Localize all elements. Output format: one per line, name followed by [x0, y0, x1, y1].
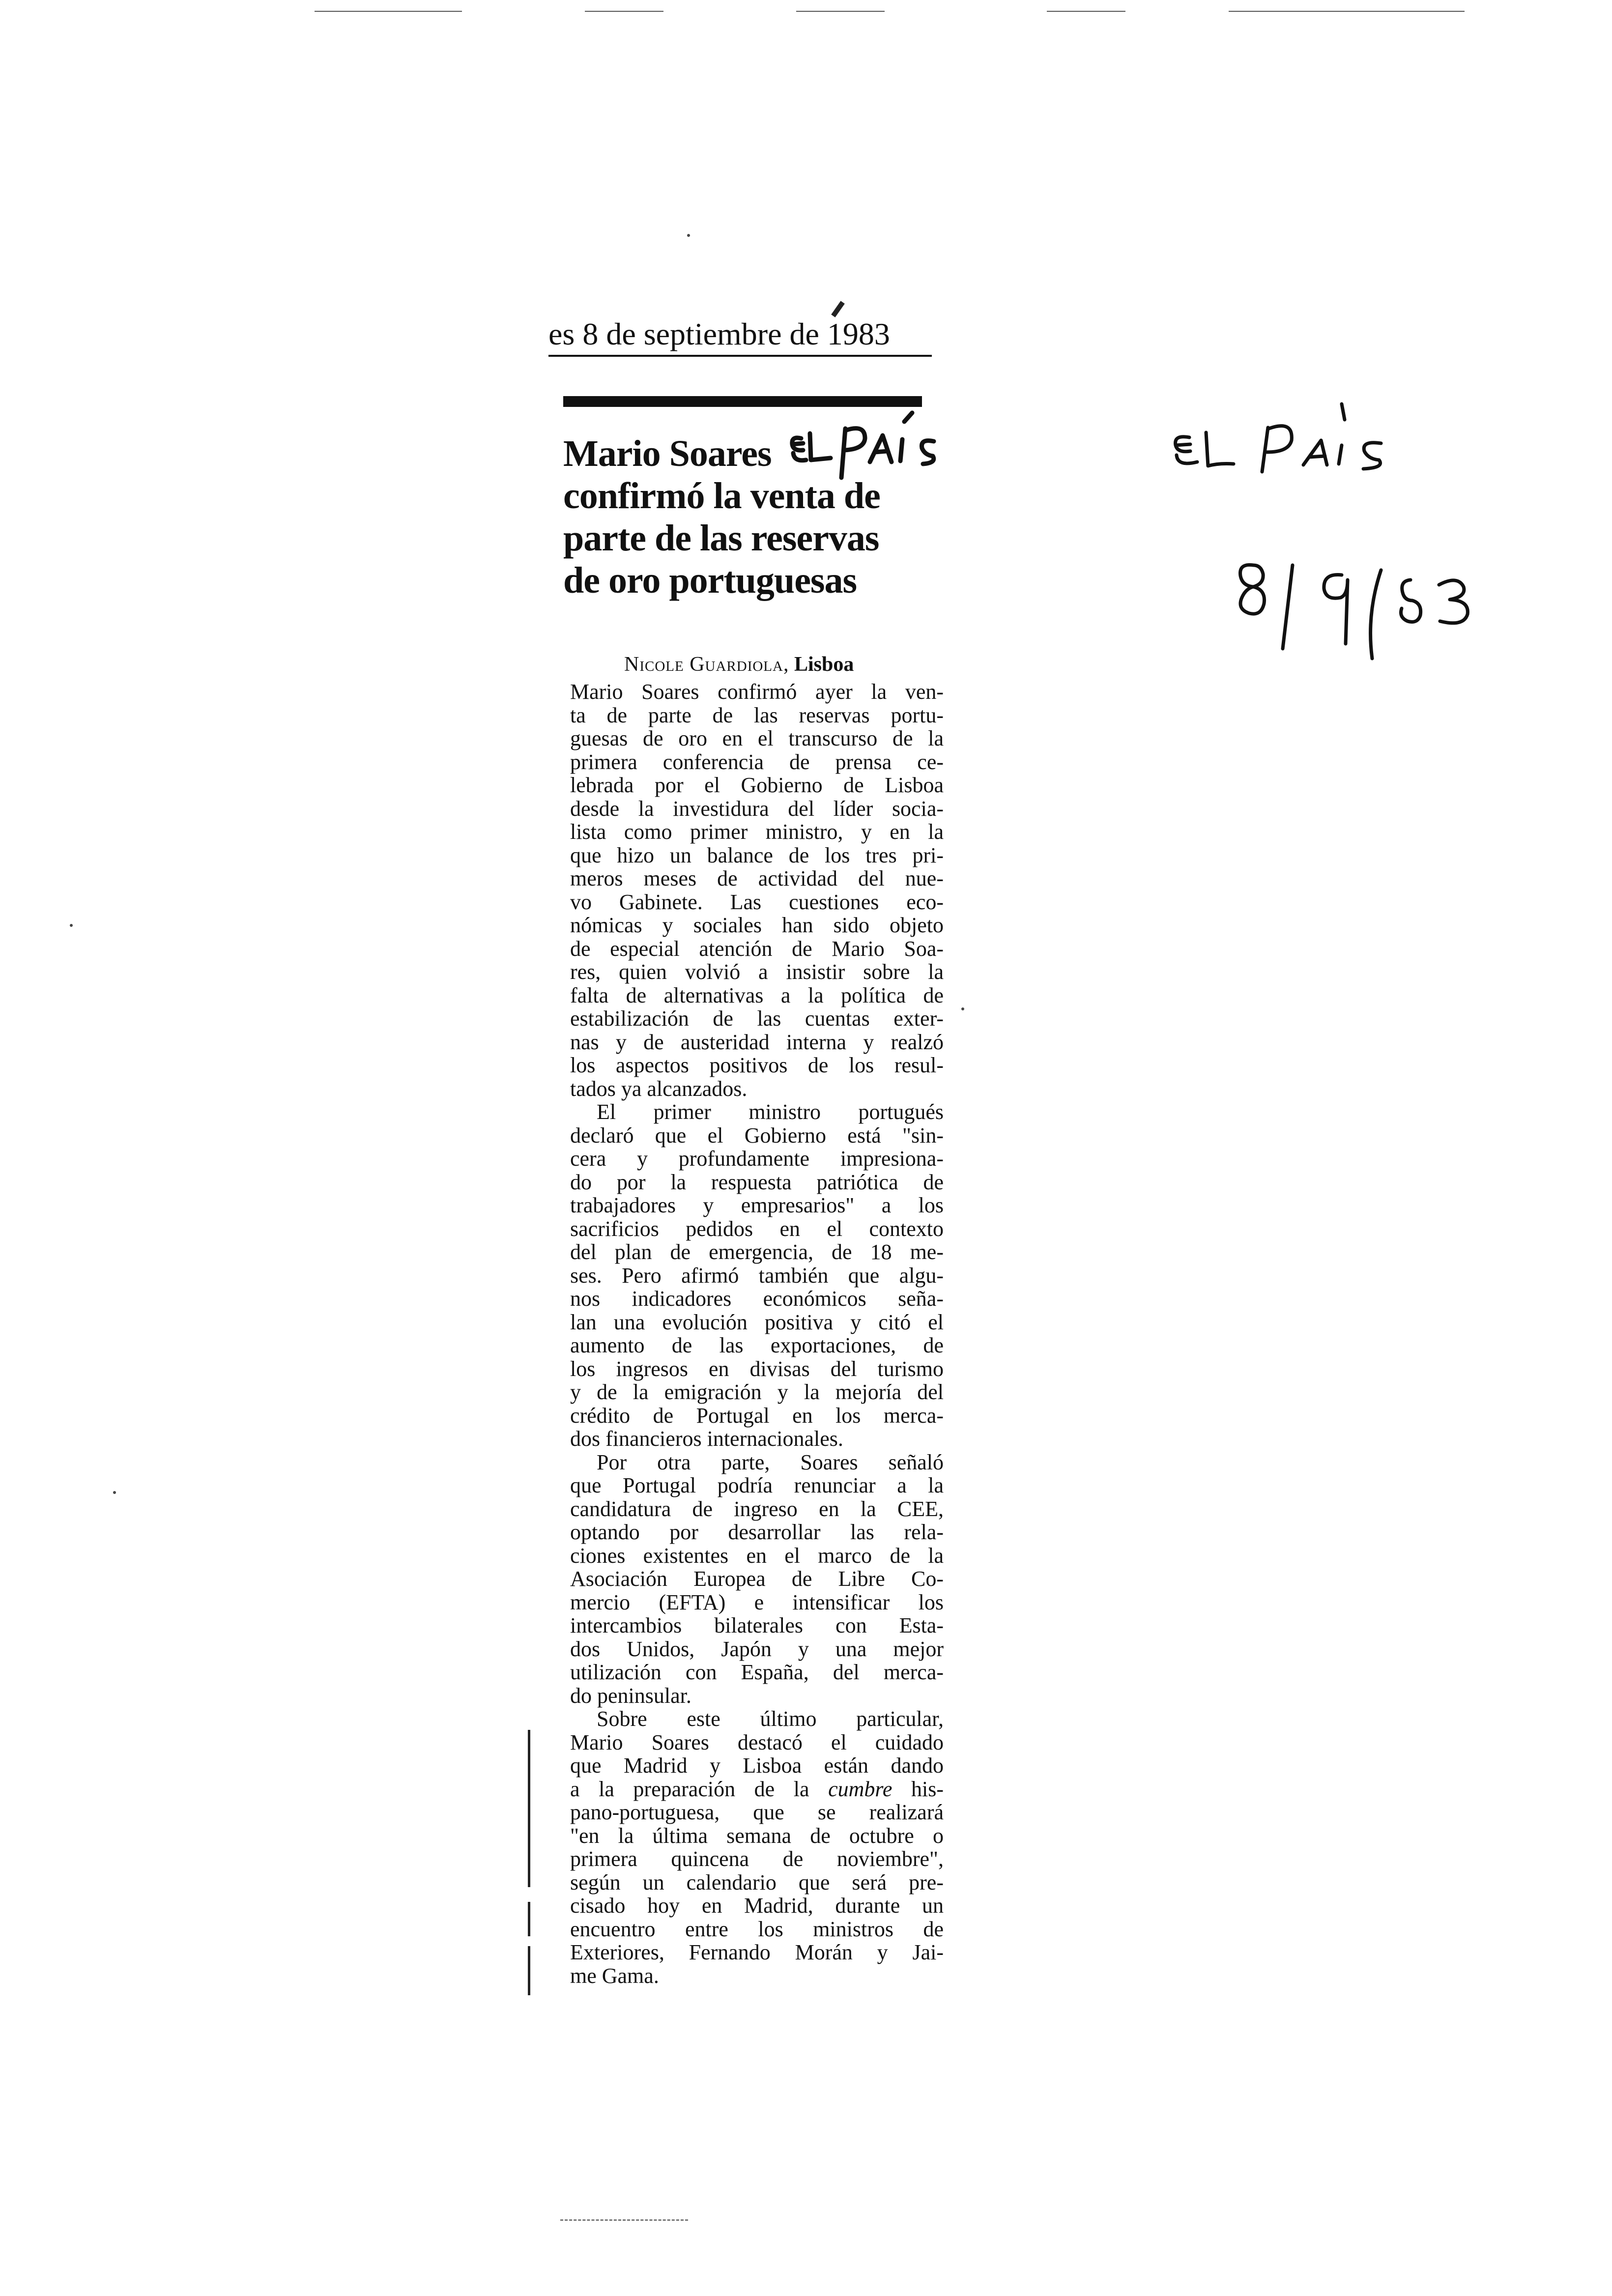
- headline-line: parte de las reservas: [563, 517, 879, 559]
- article-line: Asociación Europea de Libre Co-: [570, 1567, 944, 1591]
- scan-speck: [70, 924, 73, 927]
- article-line: que hizo un balance de los tres pri-: [570, 843, 944, 867]
- byline: [624, 652, 968, 677]
- dateline: es 8 de septiembre de 1983: [548, 315, 932, 357]
- article-line: según un calendario que será pre-: [570, 1870, 944, 1894]
- article-line: nos indicadores económicos seña-: [570, 1287, 944, 1311]
- article-line: "en la última semana de octubre o: [570, 1823, 944, 1848]
- handwritten-date-margin: [1219, 545, 1494, 668]
- article-line: y de la emigración y la mejoría del: [570, 1380, 944, 1404]
- byline-author: Nicole Guardiola,: [624, 653, 789, 676]
- article-line: do peninsular.: [570, 1683, 691, 1708]
- article-line: pano-portuguesa, que se realizará: [570, 1800, 944, 1824]
- article-line: encuentro entre los ministros de: [570, 1917, 944, 1941]
- article-line: candidatura de ingreso en la CEE,: [570, 1496, 944, 1521]
- scan-edge-mark: [796, 11, 885, 12]
- handwritten-masthead-inline: [786, 409, 963, 483]
- headline-rule: [563, 396, 922, 407]
- article-line: Mario Soares destacó el cuidado: [570, 1730, 944, 1754]
- article-line: del plan de emergencia, de 18 me-: [570, 1240, 944, 1264]
- article-line: res, quien volvió a insistir sobre la: [570, 960, 944, 984]
- article-line: mercio (EFTA) e intensificar los: [570, 1590, 944, 1614]
- article-line: Sobre este último particular,: [597, 1707, 944, 1731]
- article-line: primera conferencia de prensa ce-: [570, 749, 944, 774]
- article-line: do por la respuesta patriótica de: [570, 1170, 944, 1194]
- scan-edge-mark: [1047, 11, 1125, 12]
- scan-speck: [961, 1007, 964, 1010]
- article-line: dos Unidos, Japón y una mejor: [570, 1636, 944, 1661]
- headline-line: Mario Soares: [563, 433, 772, 474]
- article-line: aumento de las exportaciones, de: [570, 1333, 944, 1357]
- scan-speck: [113, 1491, 116, 1494]
- article-line: cera y profundamente impresiona-: [570, 1147, 944, 1171]
- article-line: ta de parte de las reservas portu-: [570, 703, 944, 727]
- article-line: guesas de oro en el transcurso de la: [570, 726, 944, 750]
- article-line: estabilización de las cuentas exter-: [570, 1006, 944, 1031]
- article-line: nas y de austeridad interna y realzó: [570, 1030, 944, 1054]
- scan-edge-mark: [1229, 11, 1465, 12]
- margin-pen-mark: [528, 1730, 530, 1887]
- scan-edge-mark: [585, 11, 663, 12]
- article-line: vo Gabinete. Las cuestiones eco-: [570, 890, 944, 914]
- article-line: declaró que el Gobierno está "sin-: [570, 1123, 944, 1148]
- margin-pen-mark: [528, 1946, 530, 1995]
- article-line: utilización con España, del merca-: [570, 1660, 944, 1684]
- article-line: lebrada por el Gobierno de Lisboa: [570, 773, 944, 797]
- article-line: Exteriores, Fernando Morán y Jai-: [570, 1940, 944, 1964]
- scan-speck: [687, 234, 690, 237]
- article-line: crédito de Portugal en los merca-: [570, 1403, 944, 1428]
- article-line: trabajadores y empresarios" a los: [570, 1193, 944, 1217]
- article-line: dos financieros internacionales.: [570, 1427, 843, 1451]
- margin-pen-mark: [528, 1902, 530, 1936]
- article-line: ses. Pero afirmó también que algu-: [570, 1263, 944, 1288]
- article-line: falta de alternativas a la política de: [570, 983, 944, 1007]
- article-line: los ingresos en divisas del turismo: [570, 1356, 944, 1381]
- article-line: cisado hoy en Madrid, durante un: [570, 1894, 944, 1918]
- article-line: que Portugal podría renunciar a la: [570, 1473, 944, 1497]
- article-line: primera quincena de noviembre",: [570, 1847, 944, 1871]
- article-line: a la preparación de la cumbre his-: [570, 1777, 944, 1801]
- scan-edge-mark: [315, 11, 462, 12]
- article-line: Por otra parte, Soares señaló: [597, 1450, 944, 1474]
- headline-line: confirmó la venta de: [563, 475, 880, 517]
- article-line: nómicas y sociales han sido objeto: [570, 913, 944, 937]
- article-line: de especial atención de Mario Soa-: [570, 936, 944, 961]
- clipping-bottom-edge: [560, 2219, 688, 2221]
- article-line: lista como primer ministro, y en la: [570, 820, 944, 844]
- article-body: [570, 680, 944, 1987]
- headline-line: de oro portuguesas: [563, 560, 857, 601]
- article-line: lan una evolución positiva y citó el: [570, 1310, 944, 1334]
- article-line: tados ya alcanzados.: [570, 1076, 748, 1101]
- article-line: optando por desarrollar las rela-: [570, 1520, 944, 1544]
- article-line: ciones existentes en el marco de la: [570, 1543, 944, 1568]
- article-line: que Madrid y Lisboa están dando: [570, 1753, 944, 1778]
- article-line: meros meses de actividad del nue-: [570, 866, 944, 890]
- article-line: me Gama.: [570, 1963, 659, 1988]
- byline-city: Lisboa: [794, 653, 854, 676]
- article-line: Mario Soares confirmó ayer la ven-: [570, 680, 944, 704]
- article-line: los aspectos positivos de los resul-: [570, 1053, 944, 1077]
- article-line: sacrificios pedidos en el contexto: [570, 1216, 944, 1241]
- article-line: El primer ministro portugués: [597, 1100, 944, 1124]
- article-line: intercambios bilaterales con Esta-: [570, 1613, 944, 1637]
- handwritten-masthead-margin: [1165, 398, 1420, 491]
- article-line: desde la investidura del líder socia-: [570, 796, 944, 821]
